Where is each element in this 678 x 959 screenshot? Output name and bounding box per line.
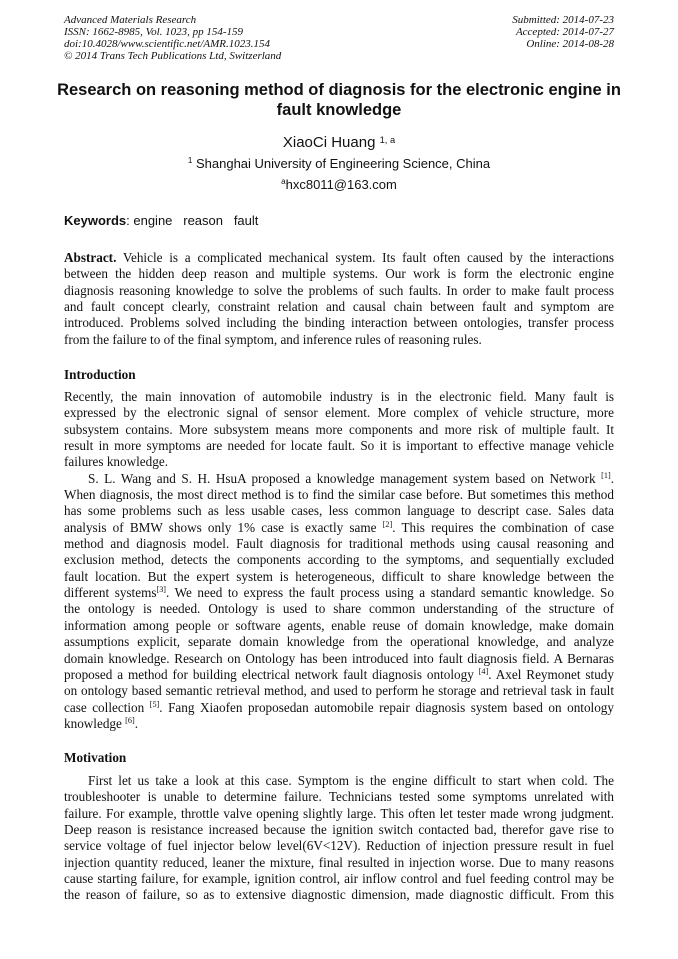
text-line: [64, 422, 614, 438]
text-segment: subsystem contains. More subsystem means more components and more risk of multiple fault. It: [64, 421, 614, 437]
text-segment: diagnosis reasoning knowledge to solve the problems of such faults. In order to make fault process: [64, 282, 614, 298]
citation-ref: [2]: [382, 519, 393, 529]
text-segment: . Axel Reymonet study: [488, 666, 614, 682]
affiliation: [0, 156, 678, 172]
text-segment: proposed a method for building electrical network fault diagnosis ontology: [64, 666, 479, 682]
text-segment: has some problems such as less usable cases, less common language to descript case. Sales data: [64, 503, 614, 519]
accepted-date: Accepted: 2014-07-27: [515, 26, 614, 38]
text-segment: on ontology based semantic retrieval method, and used to perform he storage and retrieval task in fault: [64, 683, 614, 699]
text-segment: . Fang Xiaofen proposedan automobile repair diagnosis system based on ontology: [159, 699, 614, 715]
text-segment: Vehicle is a complicated mechanical system. Its fault often caused by the interactions: [116, 250, 614, 265]
author-sup: 1, a: [379, 135, 396, 145]
text-line: [64, 667, 614, 683]
text-line: [64, 283, 614, 299]
text-line: [64, 503, 614, 519]
text-line: [64, 552, 614, 568]
text-segment: First let us take a look at this case. Symptom is the engine difficult to start when cold. The: [88, 773, 614, 788]
text-segment: Deep reason is resistance increased because the ignition switch contacted bad, therefor gave rise to: [64, 822, 614, 838]
text-segment: cause starting failure, for example, ignition control, air inflow control and fuel feeding control may be: [64, 871, 614, 887]
copyright: © 2014 Trans Tech Publications Ltd, Switzerland: [64, 50, 282, 62]
text-line: [64, 700, 614, 716]
title-line: Research on reasoning method of diagnosis for the electronic engine in: [57, 81, 621, 99]
citation-ref: [6]: [125, 715, 135, 725]
text-segment: case collection: [64, 699, 150, 715]
text-segment: result in more symptoms are needed for locate fault. So it is important to effective manage vehicle: [64, 438, 614, 454]
text-segment: assumptions explicit, separate domain knowledge from the operational knowledge, and analyze: [64, 634, 614, 650]
text-line: [64, 536, 614, 552]
dates-info: [512, 14, 614, 50]
text-segment: troubleshooter is unable to determine failure. Technicians tested some symptoms unrelated with: [64, 789, 614, 805]
text-segment: and fault concept clearly, constraint relation and causal chain between fault and symptom are: [64, 299, 614, 315]
text-segment: exclusion method, detects the components according to the symptoms, and sequentially excluded: [64, 552, 614, 568]
text-segment: When diagnosis, the most direct method is to find the similar case before. But sometimes this method: [64, 487, 614, 503]
text-line: [64, 822, 614, 838]
journal-name: Advanced Materials Research: [64, 14, 197, 26]
citation-ref: [5]: [149, 699, 160, 709]
text-line: [64, 471, 614, 487]
text-line: [64, 789, 614, 805]
text-line: [64, 855, 614, 871]
text-segment: from the failure to of the final symptom, and inference rules of reasoning rules.: [64, 331, 482, 347]
text-segment: between the hidden deep reason and multiple systems. Our work is form the electronic engine: [64, 266, 614, 282]
introduction-heading: Introduction: [64, 367, 136, 382]
text-segment: the ontology is needed. Ontology is used to share common understanding of the structure of: [64, 601, 614, 617]
text-segment: analysis of BMW shows only 1% case is exactly same: [64, 519, 383, 535]
text-line: [64, 569, 614, 585]
text-line: [64, 806, 614, 822]
text-segment: knowledge: [64, 715, 126, 731]
text-line: [64, 585, 614, 601]
affiliation-text: Shanghai University of Engineering Science, China: [192, 156, 491, 171]
text-line: [64, 651, 614, 667]
text-line: [64, 683, 614, 699]
text-line: [64, 520, 614, 536]
text-segment: Recently, the main innovation of automobile industry is in the electronic field. Many fault is: [64, 389, 614, 404]
text-line: [64, 405, 614, 421]
text-segment: failure. For example, throttle valve opening slightly large. This often let tester made wrong judgment.: [64, 805, 614, 821]
abstract-label: Abstract.: [64, 250, 117, 265]
text-segment: . We need to express the fault process using a standard semantic knowledge. So: [166, 585, 614, 601]
text-line: [64, 250, 614, 266]
text-segment: introduced. Problems solved including the binding interaction between ontologies, transfer process: [64, 315, 614, 331]
journal-info: [64, 14, 281, 62]
text-line: [64, 887, 614, 903]
text-segment: service voltage of fuel injector below level(6V<12V). Reduction of injection pressure result in fuel: [64, 838, 614, 854]
author: [0, 134, 678, 152]
online-date: Online: 2014-08-28: [526, 38, 614, 50]
title-line: fault knowledge: [276, 101, 402, 119]
text-segment: .: [134, 715, 138, 731]
text-segment: injection quantity reduced, leaner the mixture, final resulted in injection worse. Due to many reasons: [64, 854, 614, 870]
citation-ref: [1]: [601, 470, 611, 480]
text-segment: . This requires the combination of case: [392, 519, 614, 535]
affiliation-sup: 1: [187, 156, 193, 165]
abstract: [64, 250, 614, 348]
text-segment: expressed by the electronic signal of sensor element. More complex of vehicle structure, more: [64, 405, 614, 421]
text-segment: fault location. But the expert system is heterogeneous, difficult to share knowledge between the: [64, 568, 614, 584]
text-segment: information among people or software agents, enable reuse of domain knowledge, make domain: [64, 617, 614, 633]
text-line: [64, 716, 614, 732]
text-segment: the reason of failure, so as to extensive diagnostic dimension, made diagnostic difficult. From this: [64, 887, 614, 903]
text-line: [64, 454, 614, 470]
motivation-body: [64, 773, 614, 904]
text-line: [64, 618, 614, 634]
text-segment: domain knowledge. Research on Ontology has been introduced into fault diagnosis field. A Bernaras: [64, 650, 614, 666]
text-line: [64, 634, 614, 650]
keywords: [64, 213, 258, 229]
text-line: [64, 487, 614, 503]
email-sup: a: [281, 177, 286, 186]
motivation-heading: Motivation: [64, 750, 127, 765]
text-segment: different systems: [64, 585, 157, 601]
keywords-label: Keywords: [64, 213, 127, 228]
text-line: [64, 871, 614, 887]
citation-ref: [3]: [156, 585, 166, 595]
text-line: [64, 315, 614, 331]
email: [0, 177, 678, 193]
issn-volume: ISSN: 1662-8985, Vol. 1023, pp 154-159: [64, 26, 244, 38]
text-line: [64, 389, 614, 405]
text-line: [64, 299, 614, 315]
text-segment: method and diagnosis model. Fault diagnosis for traditional methods using causal reasoning and: [64, 536, 614, 552]
email-text: hxc8011@163.com: [285, 177, 397, 192]
text-segment: failures knowledge.: [64, 454, 168, 470]
paper-title: [50, 80, 628, 120]
citation-ref: [4]: [478, 666, 489, 676]
text-segment: .: [610, 470, 614, 486]
submitted-date: Submitted: 2014-07-23: [512, 14, 614, 26]
text-line: [64, 773, 614, 789]
text-line: [64, 266, 614, 282]
text-line: [64, 601, 614, 617]
text-segment: S. L. Wang and S. H. HsuA proposed a knowledge management system based on Network: [88, 470, 602, 486]
text-line: [64, 838, 614, 854]
author-name: XiaoCi Huang: [282, 134, 376, 151]
doi: doi:10.4028/www.scientific.net/AMR.1023.154: [64, 38, 271, 50]
introduction-body: [64, 389, 614, 732]
text-line: [64, 438, 614, 454]
keywords-text: : engine reason fault: [126, 213, 259, 228]
text-line: [64, 332, 614, 348]
